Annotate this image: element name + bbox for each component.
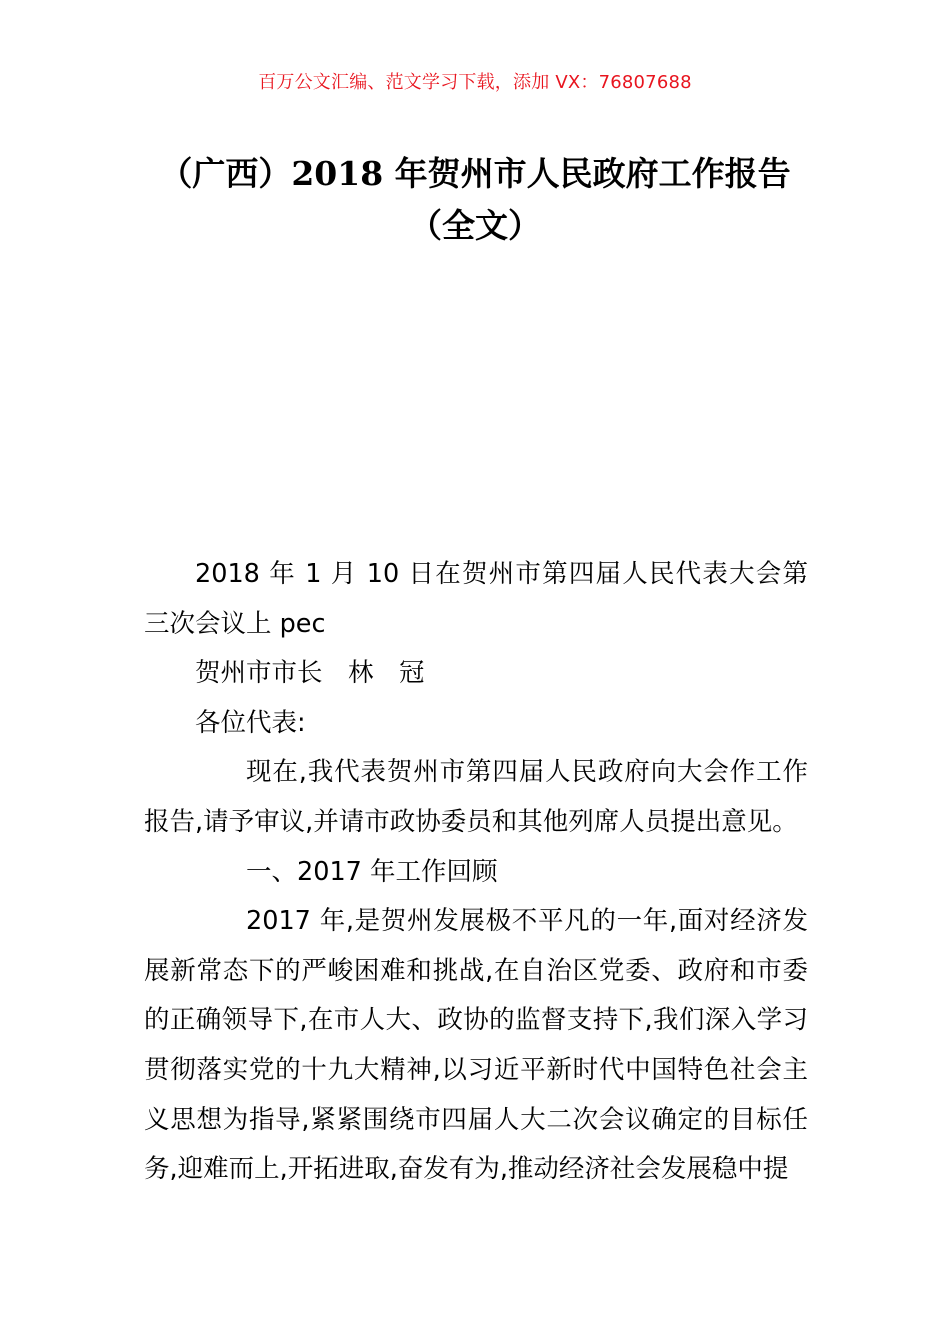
review-paragraph: 2017 年,是贺州发展极不平凡的一年,面对经济发展新常态下的严峻困难和挑战,在自治区党委、政府和市委的正确领导下,在市人大、政协的监督支持下,我们深入学习贯彻落实党的十九大精神,以习近平新时代中国特色社会主义思想为指导,紧紧围绕市四届人大二次会议确定的目标任务,迎难而上,开拓进取,奋发有为,推动经济社会发展稳中提: [144, 906, 808, 1185]
watermark-header: 百万公文汇编、范文学习下载，添加 VX：76807688: [258, 72, 692, 93]
date-line: 2018 年 1 月 10 日在贺州市第四届人民代表大会第三次会议上 pec: [144, 559, 808, 639]
title-line-1: （广西）2018 年贺州市人民政府工作报告: [159, 154, 791, 193]
document-body: [144, 550, 808, 1195]
document-title: [100, 148, 850, 252]
salutation: 各位代表:: [195, 707, 306, 738]
section-heading: 一、2017 年工作回顾: [246, 856, 498, 887]
speaker-line: 贺州市市长 林 冠: [195, 658, 425, 689]
intro-paragraph: 现在,我代表贺州市第四届人民政府向大会作工作报告,请予审议,并请市政协委员和其他列席人员提出意见。: [144, 757, 808, 837]
title-line-2: （全文）: [409, 206, 541, 245]
